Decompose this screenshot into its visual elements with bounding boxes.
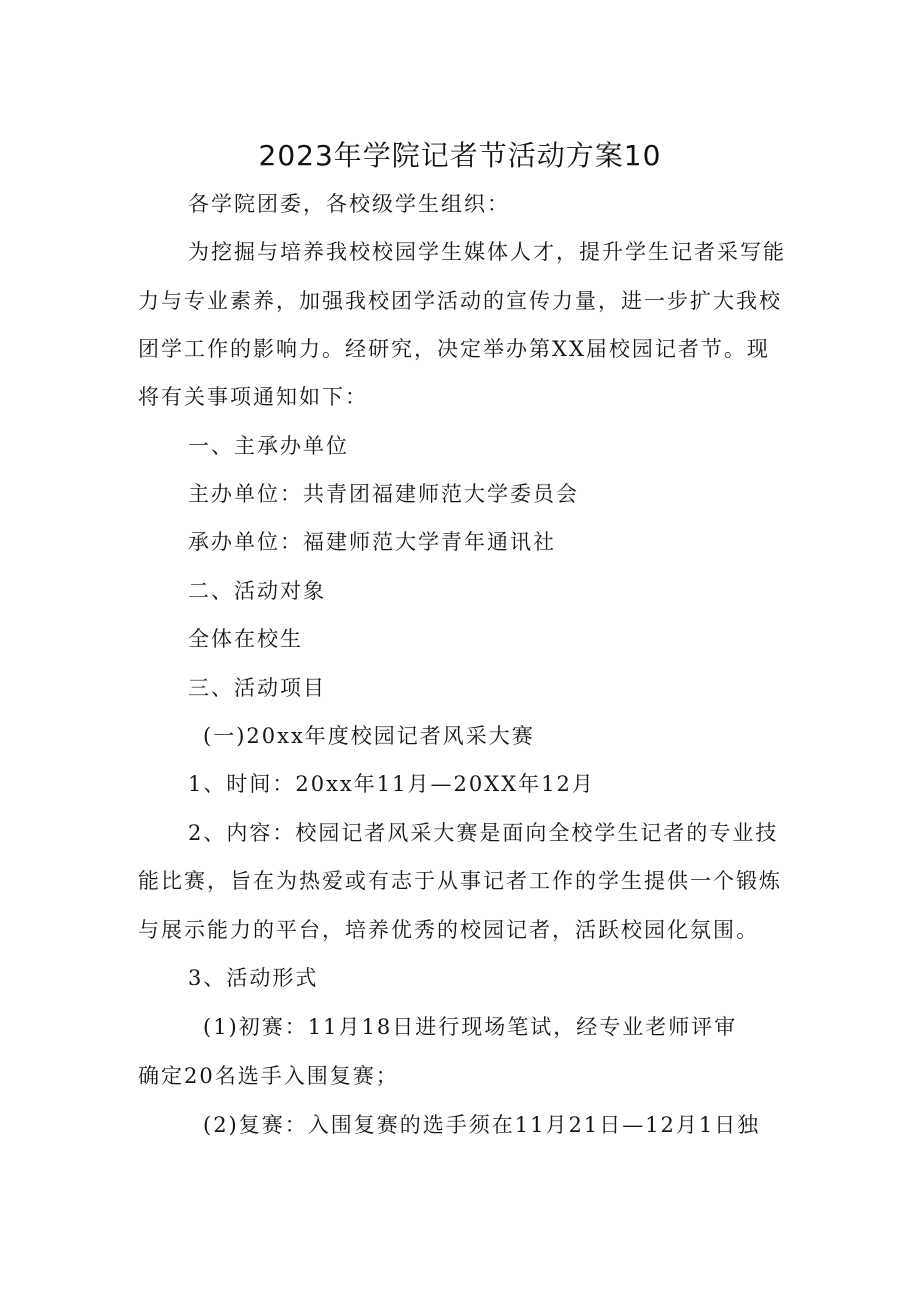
content-paragraph-line-2: 能比赛，旨在为热爱或有志于从事记者工作的学生提供一个锻炼 — [138, 869, 782, 893]
section-heading-activities: 三、活动项目 — [188, 676, 326, 700]
document-title: 2023年学院记者节活动方案10 — [258, 139, 662, 172]
intro-paragraph-line-4: 将有关事项通知如下： — [138, 385, 368, 409]
salutation-line: 各学院团委，各校级学生组织： — [188, 192, 510, 216]
organizer-unit-line: 承办单位：福建师范大学青年通讯社 — [188, 530, 556, 554]
time-line: 1、时间：20xx年11月—20XX年12月 — [188, 772, 595, 796]
activity-item-heading: (一)20xx年度校园记者风采大赛 — [203, 724, 535, 748]
intro-paragraph-line-3: 团学工作的影响力。经研究，决定举办第XX届校园记者节。现 — [138, 337, 770, 361]
content-paragraph-line-1: 2、内容：校园记者风采大赛是面向全校学生记者的专业技 — [188, 821, 779, 845]
host-unit-line: 主办单位：共青团福建师范大学委员会 — [188, 482, 579, 506]
content-paragraph-line-3: 与展示能力的平台，培养优秀的校园记者，活跃校园化氛围。 — [138, 918, 759, 942]
participants-line: 全体在校生 — [188, 627, 303, 651]
preliminary-round-line-1: (1)初赛：11月18日进行现场笔试，经专业老师评审 — [203, 1015, 738, 1039]
intro-paragraph-line-2: 力与专业素养，加强我校团学活动的宣传力量，进一步扩大我校 — [138, 289, 782, 313]
section-heading-organizers: 一、主承办单位 — [188, 434, 349, 458]
intro-paragraph-line-1: 为挖掘与培养我校校园学生媒体人才，提升学生记者采写能 — [188, 240, 786, 264]
section-heading-participants: 二、活动对象 — [188, 579, 326, 603]
second-round-line-1: (2)复赛：入围复赛的选手须在11月21日—12月1日独 — [203, 1113, 761, 1137]
activity-format-heading: 3、活动形式 — [188, 966, 319, 990]
preliminary-round-line-2: 确定20名选手入围复赛； — [138, 1064, 399, 1088]
